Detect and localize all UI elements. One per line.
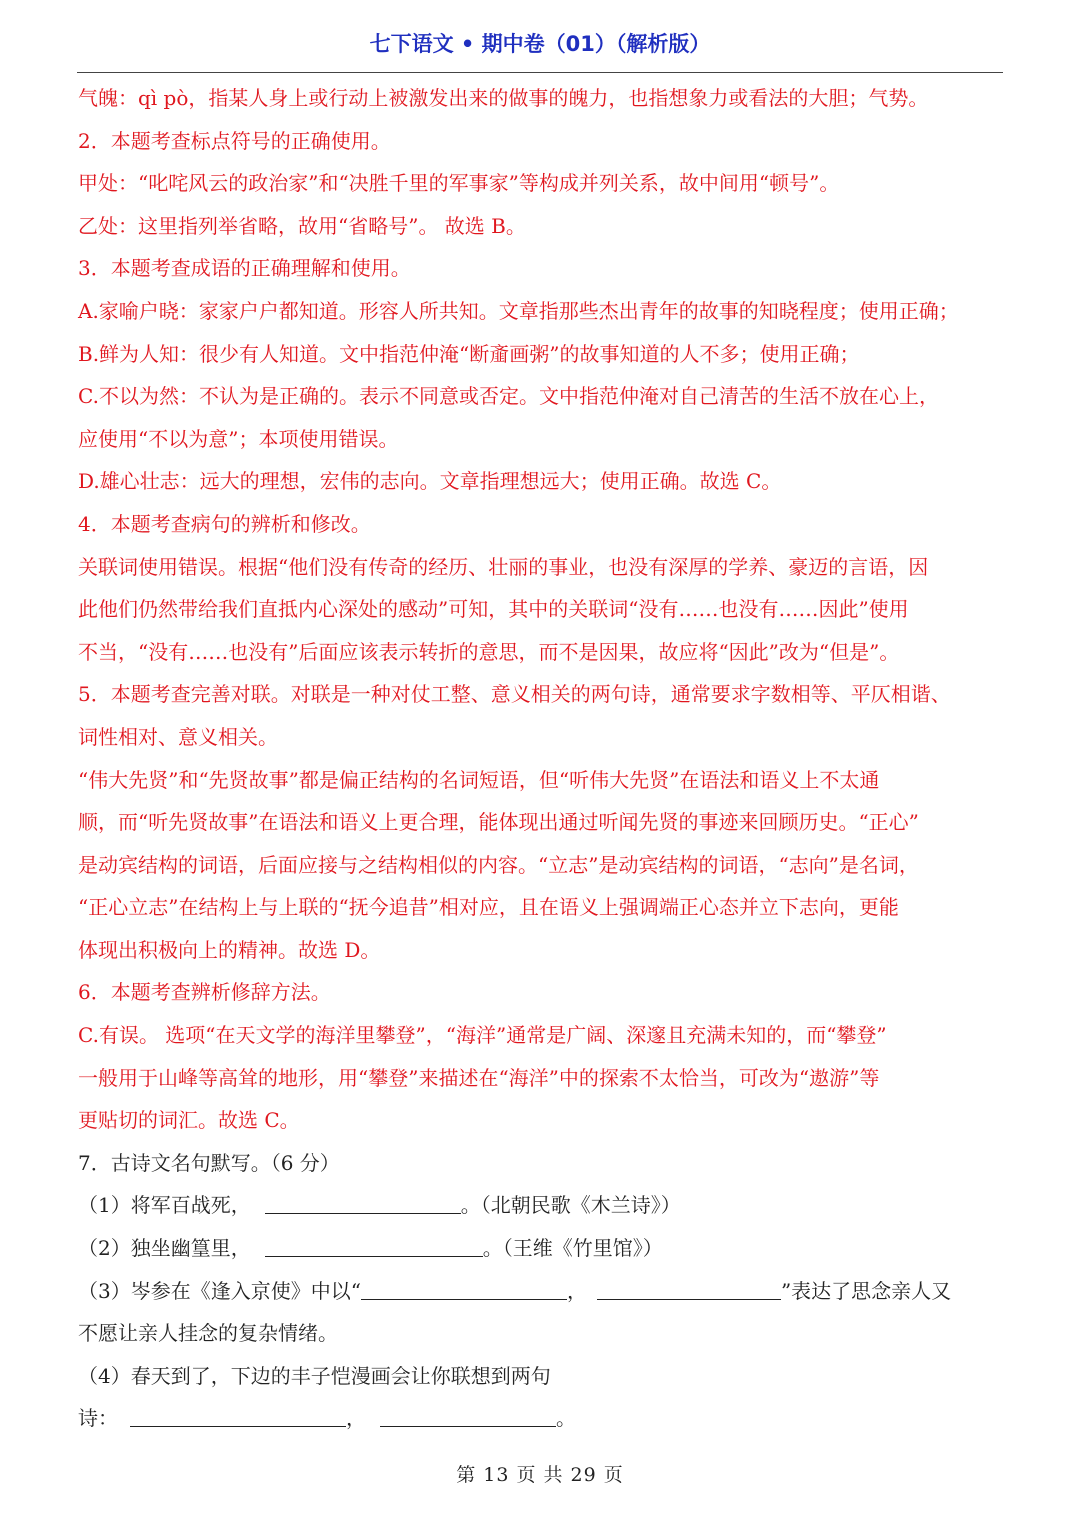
fill-in-question-2 — [78, 1227, 1004, 1270]
question-text: 诗： — [78, 1406, 118, 1431]
page-number: 第 13 页 共 29 页 — [456, 1464, 624, 1486]
answer-line: 顺，而“听先贤故事”在语法和语义上更合理，能体现出通过听闻先贤的事迹来回顾历史。“正心” — [78, 810, 919, 835]
separator: ， — [566, 1278, 587, 1303]
answer-line: “正心立志”在结构上与上联的“抚今追昔”相对应，且在语义上强调端正心态并立下志向，更能 — [78, 895, 899, 920]
answer-line: A.家喻户晓：家家户户都知道。形容人所共知。文章指那些杰出青年的故事的知晓程度；使用正确； — [78, 298, 959, 323]
answer-blank[interactable] — [130, 1404, 346, 1427]
question-heading: 7．古诗文名句默写。（6 分） — [78, 1150, 340, 1175]
answer-heading: 5．本题考查完善对联。对联是一种对仗工整、意义相关的两句诗，通常要求字数相等、平仄相谐、 — [78, 682, 951, 707]
question-text: （3）岑参在《逢入京使》中以“ — [78, 1278, 361, 1303]
answer-line: B.鲜为人知：很少有人知道。文中指范仲淹“断齑画粥”的故事知道的人不多；使用正确； — [78, 341, 860, 366]
question-text-line: 不愿让亲人挂念的复杂情绪。 — [78, 1321, 338, 1346]
answer-blank[interactable] — [380, 1404, 556, 1427]
answer-line: 应使用“不以为意”；本项使用错误。 — [78, 426, 399, 451]
answer-line: C.有误。 选项“在天文学的海洋里攀登”，“海洋”通常是广阔、深邃且充满未知的，而“攀登” — [78, 1023, 887, 1048]
answer-line: 一般用于山峰等高耸的地形，用“攀登”来描述在“海洋”中的探索不太恰当，可改为“遨游”等 — [78, 1065, 880, 1090]
separator: 。 — [556, 1406, 576, 1431]
answer-line: 更贴切的词汇。故选 C。 — [78, 1108, 300, 1133]
answer-line: 不当，“没有……也没有”后面应该表示转折的意思，而不是因果，故应将“因此”改为“但是”。 — [78, 639, 900, 664]
question-text: （2）独坐幽篁里， — [78, 1236, 251, 1261]
answer-line: 关联词使用错误。根据“他们没有传奇的经历、壮丽的事业，也没有深厚的学养、豪迈的言语，因 — [78, 554, 929, 579]
page-header-title: 七下语文 • 期中卷（01）（解析版） — [369, 32, 711, 56]
answer-line: 体现出积极向上的精神。故选 D。 — [78, 937, 381, 962]
fill-in-question-4 — [78, 1397, 1004, 1440]
answer-line: “伟大先贤”和“先贤故事”都是偏正结构的名词短语，但“听伟大先贤”在语法和语义上不太通 — [78, 767, 880, 792]
answer-blank[interactable] — [265, 1191, 461, 1214]
document-body — [78, 77, 1004, 1440]
question-text: （1）将军百战死， — [78, 1193, 251, 1218]
answer-line: 气魄：qì pò，指某人身上或行动上被激发出来的做事的魄力，也指想象力或看法的大胆；气势。 — [78, 86, 929, 110]
header-divider — [77, 72, 1003, 73]
answer-line: 词性相对、意义相关。 — [78, 724, 278, 749]
answer-heading: 2．本题考查标点符号的正确使用。 — [78, 128, 391, 153]
answer-blank[interactable] — [361, 1277, 567, 1300]
answer-blank[interactable] — [265, 1234, 483, 1257]
answer-line: 甲处：“叱咤风云的政治家”和“决胜千里的军事家”等构成并列关系，故中间用“顿号”。 — [78, 171, 840, 196]
fill-in-question-3 — [78, 1270, 1004, 1313]
fill-in-question-1 — [78, 1184, 1004, 1227]
answer-heading: 6．本题考查辨析修辞方法。 — [78, 980, 331, 1005]
question-text: ”表达了思念亲人又 — [780, 1278, 952, 1303]
question-source: 。（王维《竹里馆》） — [482, 1236, 663, 1261]
answer-line: 乙处：这里指列举省略，故用“省略号”。 故选 B。 — [78, 213, 526, 238]
question-text-line: （4）春天到了，下边的丰子恺漫画会让你联想到两句 — [78, 1363, 551, 1388]
answer-blank[interactable] — [597, 1277, 781, 1300]
answer-heading: 4．本题考查病句的辨析和修改。 — [78, 511, 371, 536]
question-source: 。（北朝民歌《木兰诗》） — [460, 1193, 681, 1218]
answer-line: 是动宾结构的词语，后面应接与之结构相似的内容。“立志”是动宾结构的词语，“志向”是名词， — [78, 852, 919, 877]
separator: ， — [346, 1406, 366, 1431]
answer-line: 此他们仍然带给我们直抵内心深处的感动”可知，其中的关联词“没有……也没有……因此”使用 — [78, 597, 909, 622]
answer-line: C.不以为然：不认为是正确的。表示不同意或否定。文中指范仲淹对自己清苦的生活不放在心上， — [78, 384, 939, 409]
answer-heading: 3．本题考查成语的正确理解和使用。 — [78, 256, 411, 281]
answer-line: D.雄心壮志：远大的理想，宏伟的志向。文章指理想远大；使用正确。故选 C。 — [78, 469, 782, 494]
